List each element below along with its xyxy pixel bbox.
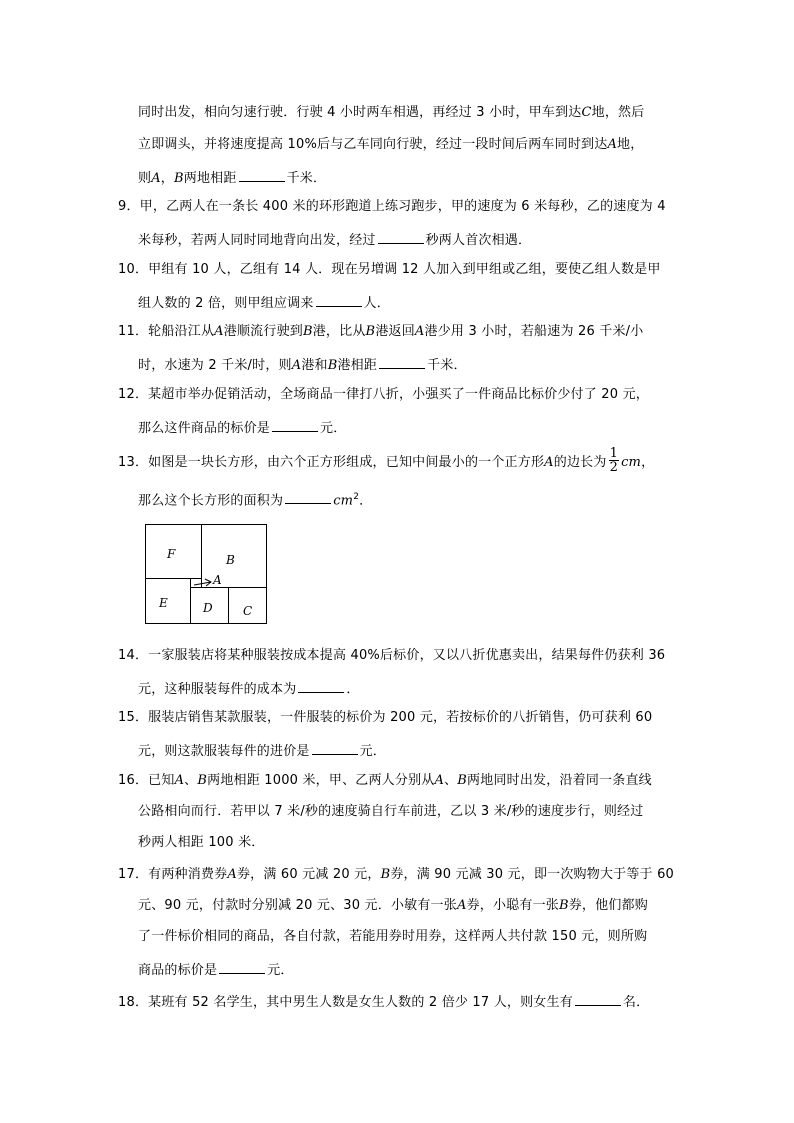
q18-number: 18． [118, 995, 149, 1010]
q16-line1: 16．已知A、B两地相距 1000 米，甲、乙两人分别从A、B两地同时出发，沿着同一条直线 [118, 773, 652, 788]
half-fraction: $\frac{1}{2}$ [609, 446, 619, 475]
q18-line1: 18．某班有 52 名学生，其中男生人数是女生人数的 2 倍少 17 人，则女生有 名． [118, 991, 649, 1012]
q13-number: 13． [118, 455, 149, 470]
q18-answer-blank[interactable] [575, 991, 621, 1006]
q9-answer-blank[interactable] [378, 229, 424, 244]
q11-answer-blank[interactable] [379, 354, 425, 369]
q11-number: 11． [118, 324, 149, 339]
q14-answer-blank[interactable] [298, 678, 344, 693]
label-a: A [213, 573, 222, 587]
label-e: E [159, 596, 168, 610]
q17-line4: 商品的标价是 元． [138, 959, 294, 980]
q16-line2: 公路相向而行．若甲以 7 米/秒的速度骑自行车前进，乙以 3 米/秒的速度步行，则经过 [138, 804, 644, 819]
q9-line1: 9．甲，乙两人在一条长 400 米的环形跑道上练习跑步，甲的速度为 6 米每秒，乙的速度为 4 [118, 199, 666, 214]
q17-number: 17． [118, 867, 149, 882]
q16-line3: 秒两人相距 100 米． [138, 835, 265, 850]
q10-line1: 10．甲组有 10 人，乙组有 14 人．现在另増调 12 人加入到甲组或乙组，要使乙组人数是甲 [118, 262, 661, 277]
six-squares-figure [145, 524, 269, 626]
q12-number: 12． [118, 387, 149, 402]
q14-number: 14． [118, 648, 149, 663]
q13-line2: 那么这个长方形的面积为 $cm^2$． [138, 488, 372, 510]
q12-line2: 那么这件商品的标价是 元． [138, 417, 346, 438]
q15-line1: 15．服装店销售某款服装，一件服装的标价为 200 元，若按标价的八折销售，仍可获利 60 [118, 710, 653, 725]
q13-line1: 13．如图是一块长方形，由六个正方形组成，已知中间最小的一个正方形A的边长为 $\frac{1}{2}$ cm， [118, 448, 654, 478]
q17-line2: 元、90 元，付款时分别减 20 元、30 元．小敏有一张A券，小聪有一张B券，他们都购 [138, 898, 648, 913]
q10-number: 10． [118, 262, 149, 277]
q12-line1: 12．某超市举办促销活动，全场商品一律打八折，小强买了一件商品比标价少付了 20 元， [118, 387, 649, 402]
q16-number: 16． [118, 773, 149, 788]
label-b: B [226, 553, 235, 567]
q10-line2: 组人数的 2 倍，则甲组应调来 人． [138, 292, 390, 313]
q17-line3: 了一件标价相同的商品，各自付款，若能用券时用券，这样两人共付款 150 元，则所购 [138, 929, 648, 944]
label-c: C [243, 604, 253, 618]
q8-answer-blank[interactable] [239, 167, 285, 182]
q9-number: 9． [118, 199, 140, 214]
q13-answer-blank[interactable] [285, 489, 331, 504]
q12-answer-blank[interactable] [272, 417, 318, 432]
q10-answer-blank[interactable] [316, 292, 362, 307]
q9-line2: 米每秒，若两人同时同地背向出发，经过 秒两人首次相遇． [138, 229, 531, 250]
q15-line2: 元，则这款服装每件的进价是 元． [138, 740, 386, 761]
q8-line3: 则A，B两地相距 千米． [138, 167, 326, 188]
q11-line1: 11．轮船沿江从A港顺流行驶到B港，比从B港返回A港少用 3 小时，若船速为 26 千米/小 [118, 324, 644, 339]
q17-answer-blank[interactable] [219, 959, 265, 974]
q14-line1: 14．一家服装店将某种服装按成本提高 40%后标价，又以八折优惠卖出，结果每件仍获利 36 [118, 648, 666, 663]
q17-line1: 17．有两种消费券A券，满 60 元减 20 元，B券，满 90 元减 30 元，即一次购物大于等于 60 [118, 867, 675, 882]
q14-line2: 元，这种服装每件的成本为 ． [138, 678, 360, 699]
q8-line2: 立即调头，并将速度提高 10%后与乙车同向行驶，经过一段时间后两车同时到达A地， [138, 137, 644, 152]
label-d: D [203, 601, 213, 615]
q15-answer-blank[interactable] [312, 740, 358, 755]
label-f: F [167, 547, 176, 561]
q8-line1: 同时出发，相向匀速行驶．行驶 4 小时两车相遇，再经过 3 小时，甲车到达C地，然后 [138, 105, 645, 120]
q15-number: 15． [118, 710, 149, 725]
q11-line2: 时，水速为 2 千米/时，则A港和B港相距 千米． [138, 354, 467, 375]
